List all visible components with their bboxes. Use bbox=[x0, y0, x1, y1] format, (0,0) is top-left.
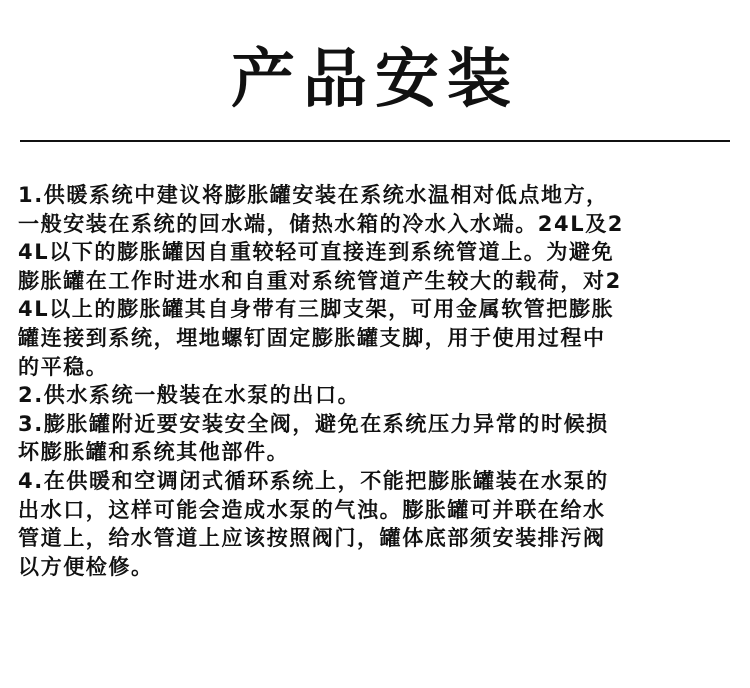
text-line: 一般安装在系统的回水端，储热水箱的冷水入水端。24L及2 bbox=[18, 211, 625, 236]
text-line: 4L以上的膨胀罐其自身带有三脚支架，可用金属软管把膨胀 bbox=[18, 297, 615, 322]
title-divider bbox=[20, 140, 730, 142]
text-line: 的平稳。 bbox=[18, 354, 109, 379]
text-line: 管道上，给水管道上应该按照阀门，罐体底部须安装排污阀 bbox=[18, 526, 606, 551]
installation-instructions bbox=[18, 181, 733, 581]
text-line: 膨胀罐在工作时进水和自重对系统管道产生较大的载荷，对2 bbox=[18, 268, 622, 293]
text-line: 4.在供暖和空调闭式循环系统上，不能把膨胀罐装在水泵的 bbox=[18, 468, 609, 493]
text-line: 以方便检修。 bbox=[18, 554, 154, 579]
text-line: 3.膨胀罐附近要安装安全阀，避免在系统压力异常的时候损 bbox=[18, 411, 609, 436]
page-title: 产品安装 bbox=[231, 43, 519, 117]
text-line: 4L以下的膨胀罐因自重较轻可直接连到系统管道上。为避免 bbox=[18, 240, 615, 265]
text-line: 坏膨胀罐和系统其他部件。 bbox=[18, 440, 290, 465]
text-line: 2.供水系统一般装在水泵的出口。 bbox=[18, 383, 361, 408]
text-line: 罐连接到系统，埋地螺钉固定膨胀罐支脚，用于使用过程中 bbox=[18, 325, 606, 350]
text-line: 1.供暖系统中建议将膨胀罐安装在系统水温相对低点地方， bbox=[18, 183, 609, 207]
text-line: 出水口，这样可能会造成水泵的气浊。膨胀罐可并联在给水 bbox=[18, 497, 606, 522]
